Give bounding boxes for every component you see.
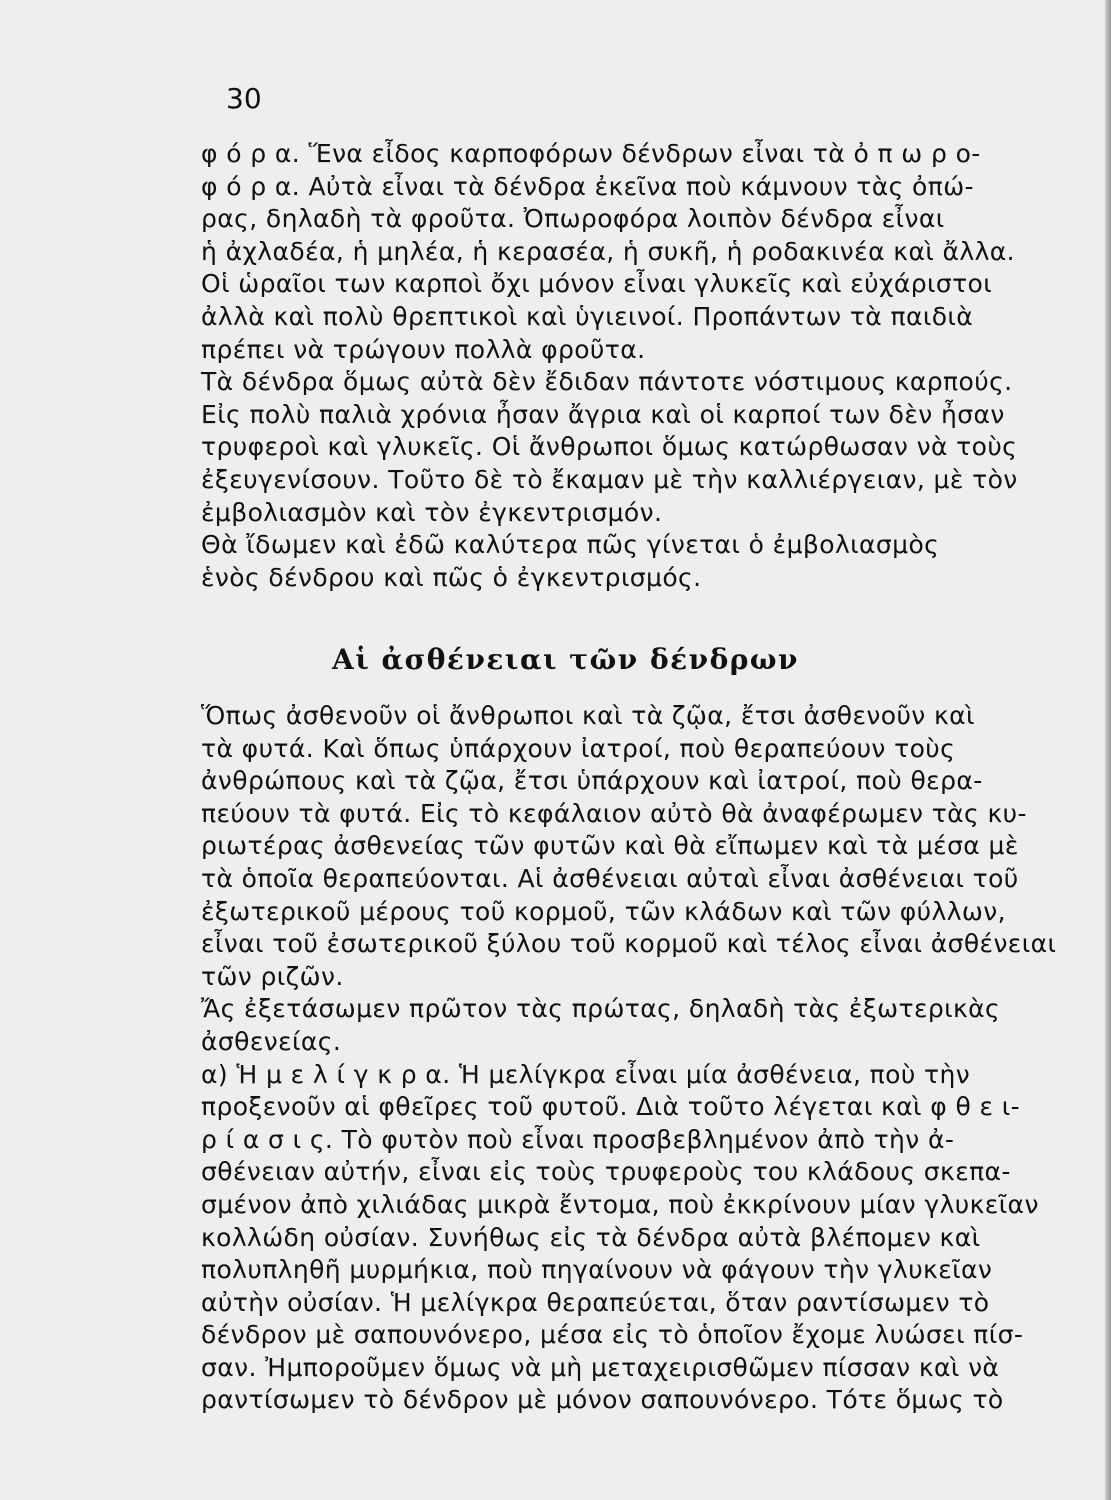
text-line: Εἰς πολὺ παλιὰ χρόνια ἦσαν ἄγρια καὶ οἱ καρποί των δὲν ἦσαν [201, 399, 1005, 429]
text-line: πρέπει νὰ τρώγουν πολλὰ φροῦτα. [201, 334, 646, 364]
text-line: ἀλλὰ καὶ πολὺ θρεπτικοὶ καὶ ὑγιεινοί. Προπάντων τὰ παιδιὰ [201, 301, 974, 331]
section-fruit-trees-text [0, 138, 1111, 594]
text-line: ἐμβολιασμὸν καὶ τὸν ἐγκεντρισμόν. [201, 497, 663, 527]
text-line: Ἄς ἐξετάσωμεν πρῶτον τὰς πρώτας, δηλαδὴ τὰς ἐξωτερικὰς [201, 994, 1001, 1024]
text-line: ἐξωτερικοῦ μέρους τοῦ κορμοῦ, τῶν κλάδων καὶ τῶν φύλλων, [201, 896, 1006, 926]
text-line: πεύουν τὰ φυτά. Εἰς τὸ κεφάλαιον αὐτὸ θὰ ἀναφέρωμεν τὰς κυ- [201, 798, 1027, 828]
section-tree-diseases-text [0, 700, 1111, 1417]
text-line: τὰ φυτά. Καὶ ὅπως ὑπάρχουν ἰατροί, ποὺ θεραπεύουν τοὺς [201, 733, 956, 763]
text-line: τρυφεροὶ καὶ γλυκεῖς. Οἱ ἄνθρωποι ὅμως κατώρθωσαν νὰ τοὺς [201, 432, 1018, 462]
text-line: εἶναι τοῦ ἐσωτερικοῦ ξύλου τοῦ κορμοῦ καὶ τέλος εἶναι ἀσθένειαι [201, 929, 1057, 959]
text-line: προξενοῦν αἱ φθεῖρες τοῦ φυτοῦ. Διὰ τοῦτο λέγεται καὶ φ θ ε ι- [201, 1092, 1021, 1122]
text-line: σμένον ἀπὸ χιλιάδας μικρὰ ἔντομα, ποὺ ἐκκρίνουν μίαν γλυκεῖαν [201, 1189, 1039, 1219]
text-line: κολλώδη οὐσίαν. Συνήθως εἰς τὰ δένδρα αὐτὰ βλέπομεν καὶ [201, 1222, 981, 1252]
text-line: Θὰ ἴδωμεν καὶ ἐδῶ καλύτερα πῶς γίνεται ὁ ἐμβολιασμὸς [201, 530, 940, 560]
text-line: αὐτὴν οὐσίαν. Ἡ μελίγκρα θεραπεύεται, ὅταν ραντίσωμεν τὸ [201, 1287, 990, 1317]
text-line: ριωτέρας ἀσθενείας τῶν φυτῶν καὶ θὰ εἴπωμεν καὶ τὰ μέσα μὲ [201, 831, 1019, 861]
text-line: τῶν ριζῶν. [201, 961, 344, 991]
text-line: Ὅπως ἀσθενοῦν οἱ ἄνθρωποι καὶ τὰ ζῷα, ἔτσι ἀσθενοῦν καὶ [201, 701, 975, 730]
text-line: ρ ί α σ ι ς. Τὸ φυτὸν ποὺ εἶναι προσβεβλημένον ἀπὸ τὴν ἀ- [201, 1124, 955, 1154]
text-line: Οἱ ὡραῖοι των καρποὶ ὄχι μόνον εἶναι γλυκεῖς καὶ εὐχάριστοι [201, 269, 993, 299]
text-line: τὰ ὁποῖα θεραπεύονται. Αἱ ἀσθένειαι αὐταὶ εἶναι ἀσθένειαι τοῦ [201, 863, 1019, 893]
text-line: ἀνθρώπους καὶ τὰ ζῷα, ἔτσι ὑπάρχουν καὶ ἰατροί, ποὺ θερα- [201, 766, 983, 796]
text-line: φ ό ρ α. Ἕνα εἶδος καρποφόρων δένδρων εἶναι τὰ ὀ π ω ρ ο- [201, 139, 981, 168]
section-heading: Αἱ ἀσθένειαι τῶν δένδρων [332, 643, 799, 676]
text-line: φ ό ρ α. Αὐτὰ εἶναι τὰ δένδρα ἐκεῖνα ποὺ κάμνουν τὰς ὀπώ- [201, 171, 974, 201]
text-line: δένδρον μὲ σαπουνόνερο, μέσα εἰς τὸ ὁποῖον ἔχομε λυώσει πίσ- [201, 1320, 1024, 1350]
text-line: πολυπληθῆ μυρμήκια, ποὺ πηγαίνουν νὰ φάγουν τὴν γλυκεῖαν [201, 1255, 993, 1285]
text-line: ραντίσωμεν τὸ δένδρον μὲ μόνον σαπουνόνερο. Τότε ὅμως τὸ [201, 1385, 1004, 1415]
text-line: Τὰ δένδρα ὅμως αὐτὰ δὲν ἔδιδαν πάντοτε νόστιμους καρπούς. [201, 367, 1013, 397]
page-number: 30 [226, 82, 262, 115]
text-line: ἑνὸς δένδρου καὶ πῶς ὁ ἐγκεντρισμός. [201, 562, 702, 592]
text-line: σθένειαν αὐτήν, εἶναι εἰς τοὺς τρυφεροὺς του κλάδους σκεπα- [201, 1157, 1011, 1187]
text-line: ἀσθενείας. [201, 1026, 342, 1056]
text-line: ἡ ἀχλαδέα, ἡ μηλέα, ἡ κερασέα, ἡ συκῆ, ἡ ροδακινέα καὶ ἄλλα. [201, 236, 1016, 266]
text-line: ρας, δηλαδὴ τὰ φροῦτα. Ὀπωροφόρα λοιπὸν δένδρα εἶναι [201, 204, 945, 234]
text-line: σαν. Ἠμποροῦμεν ὅμως νὰ μὴ μεταχειρισθῶμεν πίσσαν καὶ νὰ [201, 1352, 1000, 1382]
text-line: α) Ἡ μ ε λ ί γ κ ρ α. Ἡ μελίγκρα εἶναι μία ἀσθένεια, ποὺ τὴν [201, 1059, 971, 1089]
text-line: ἐξευγενίσουν. Τοῦτο δὲ τὸ ἔκαμαν μὲ τὴν καλλιέργειαν, μὲ τὸν [201, 464, 1018, 494]
